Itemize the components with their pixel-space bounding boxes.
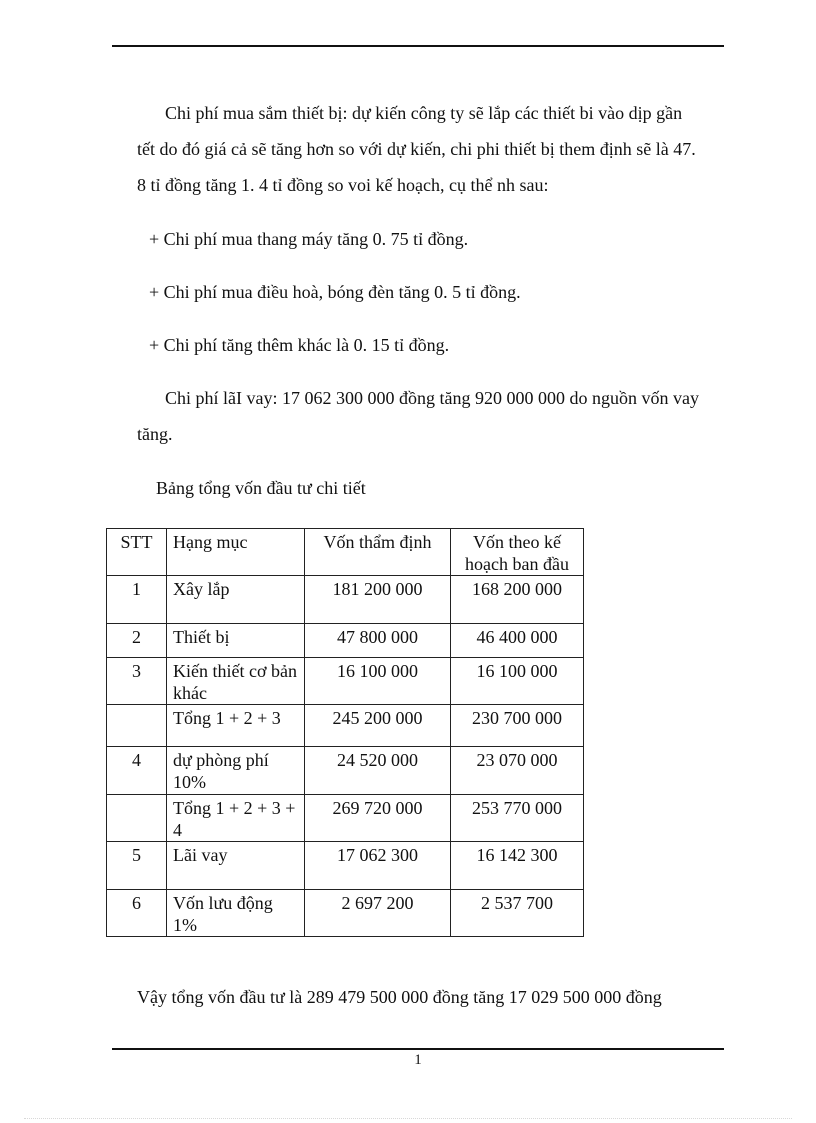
table-row [107,842,584,890]
cell-item: Tổng 1 + 2 + 3 [167,705,305,747]
bullet-other: + Chi phí tăng thêm khác là 0. 15 tỉ đồng. [149,335,450,355]
cell-stt: 4 [107,747,167,795]
paragraph-equipment-line-1: Chi phí mua sắm thiết bị: dự kiến công ty sẽ lắp các thiết bi vào dịp gần [165,103,683,123]
cell-appraised: 2 697 200 [305,890,451,937]
header-rule [112,45,724,47]
table-header-row [107,529,584,576]
page-number: 1 [414,1052,422,1068]
cell-item: Thiết bị [167,624,305,658]
cell-item: Kiến thiết cơ bản khác [167,658,305,705]
cell-item: Vốn lưu động 1% [167,890,305,937]
cell-planned: 253 770 000 [451,795,584,842]
table-row [107,705,584,747]
cell-item: dự phòng phí 10% [167,747,305,795]
paragraph-interest-line-2: tăng. [137,424,173,444]
investment-table [106,528,584,937]
cell-item: Xây lắp [167,576,305,624]
cell-planned: 23 070 000 [451,747,584,795]
cell-stt [107,795,167,842]
paragraph-interest-line-1: Chi phí lãI vay: 17 062 300 000 đồng tăng 920 000 000 do nguồn vốn vay [165,388,699,408]
paragraph-equipment-line-2: tết do đó giá cả sẽ tăng hơn so với dự kiến, chi phi thiết bị them định sẽ là 47. [137,139,696,159]
cell-planned: 16 142 300 [451,842,584,890]
table-row [107,576,584,624]
cell-stt: 6 [107,890,167,937]
table-row [107,624,584,658]
header-planned-capital: Vốn theo kế hoạch ban đầu [451,529,584,576]
table-title: Bảng tổng vốn đầu tư chi tiết [156,478,366,498]
header-stt: STT [107,529,167,576]
cell-appraised: 269 720 000 [305,795,451,842]
bullet-elevator: + Chi phí mua thang máy tăng 0. 75 tỉ đồng. [149,229,469,249]
table-row [107,658,584,705]
cell-stt: 5 [107,842,167,890]
cell-stt [107,705,167,747]
table-row [107,795,584,842]
cell-stt: 3 [107,658,167,705]
cell-planned: 230 700 000 [451,705,584,747]
cell-appraised: 47 800 000 [305,624,451,658]
cell-stt: 2 [107,624,167,658]
footer-rule [112,1048,724,1050]
cell-appraised: 181 200 000 [305,576,451,624]
cell-stt: 1 [107,576,167,624]
header-appraised-capital: Vốn thẩm định [305,529,451,576]
page-edge-dots [24,1118,792,1119]
cell-appraised: 16 100 000 [305,658,451,705]
bullet-air-conditioning: + Chi phí mua điều hoà, bóng đèn tăng 0. 5 tỉ đồng. [149,282,521,302]
paragraph-equipment-line-3: 8 tỉ đồng tăng 1. 4 tỉ đồng so voi kế hoạch, cụ thể nh sau: [137,175,549,195]
cell-planned: 168 200 000 [451,576,584,624]
table-row [107,890,584,937]
conclusion: Vậy tổng vốn đầu tư là 289 479 500 000 đồng tăng 17 029 500 000 đồng [137,987,662,1007]
cell-planned: 46 400 000 [451,624,584,658]
cell-planned: 16 100 000 [451,658,584,705]
cell-item: Lãi vay [167,842,305,890]
cell-appraised: 245 200 000 [305,705,451,747]
cell-appraised: 17 062 300 [305,842,451,890]
cell-planned: 2 537 700 [451,890,584,937]
cell-appraised: 24 520 000 [305,747,451,795]
cell-item: Tổng 1 + 2 + 3 + 4 [167,795,305,842]
table-row [107,747,584,795]
header-item: Hạng mục [167,529,305,576]
